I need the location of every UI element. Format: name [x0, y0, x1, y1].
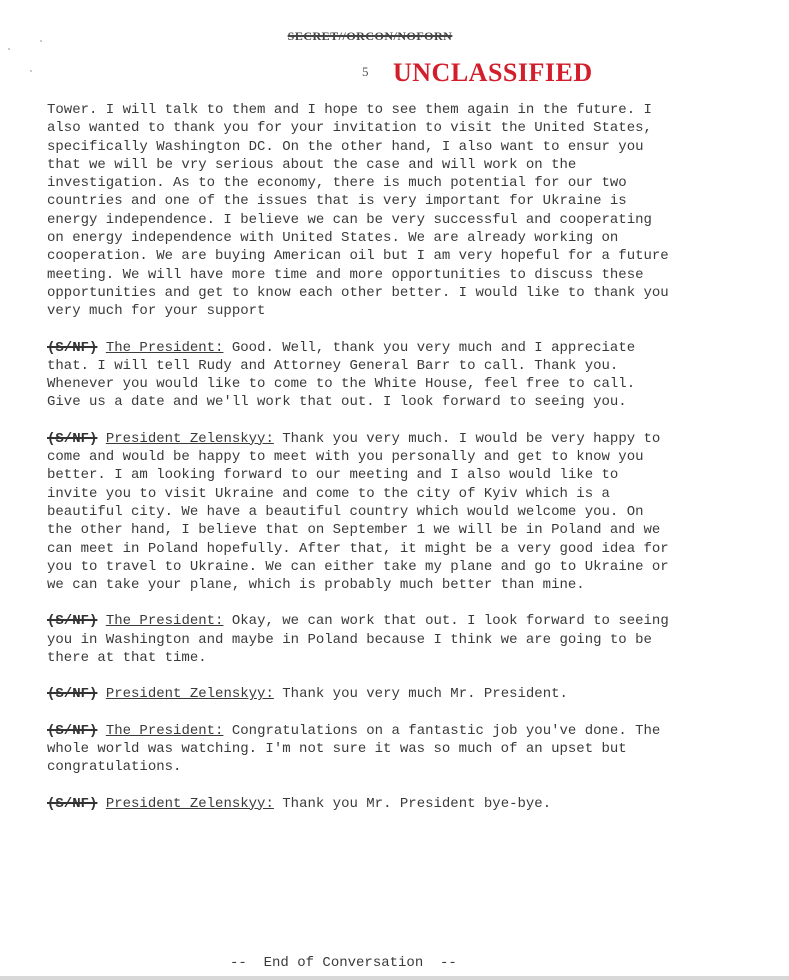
classification-marking: (S/NF)	[47, 339, 98, 356]
paragraph-text: Okay, we can work that out. I look forward to seeing you in Washington and maybe in Poland because I think we are going to be there at that time.	[47, 613, 669, 667]
scan-speck	[30, 70, 32, 72]
transcript-paragraph	[47, 430, 677, 595]
speaker-label: President Zelenskyy:	[105, 686, 274, 703]
classification-marking: (S/NF)	[47, 722, 98, 739]
scan-speck	[40, 40, 42, 42]
speaker-label: The President:	[105, 339, 224, 356]
paragraph-text: Thank you very much. I would be very happy to come and would be happy to meet with you personally and get to know you better. I am looking forward to our meeting and I also would like to invite you to visit Ukraine and come to the city of Kyiv which is a beautiful city. We have a beautiful country which would welcome you. On the other hand, I believe that on September 1 we will be in Poland and we can meet in Poland hopefully. After that, it might be a very good idea for you to travel to Ukraine. We can either take my plane and go to Ukraine or we can take your plane, which is probably much better than mine.	[47, 430, 669, 594]
speaker-label: The President:	[105, 722, 224, 739]
transcript-paragraph	[47, 685, 677, 703]
paragraph-text: Good. Well, thank you very much and I appreciate that. I will tell Rudy and Attorney General Barr to call. Thank you. Whenever you would like to come to the White House, feel free to call. Give us a date and we'll work that out. I look forward to seeing you.	[47, 339, 636, 411]
classification-marking: (S/NF)	[47, 613, 98, 630]
bottom-edge	[0, 976, 789, 980]
classification-marking: (S/NF)	[47, 686, 98, 703]
classification-marking: (S/NF)	[47, 430, 98, 447]
transcript-paragraph	[47, 722, 677, 777]
speaker-label: President Zelenskyy:	[105, 430, 274, 447]
transcript-paragraph	[47, 101, 677, 321]
paragraph-text: Thank you Mr. President bye-bye.	[282, 795, 552, 812]
scan-speck	[8, 48, 10, 50]
speaker-label: The President:	[105, 613, 224, 630]
paragraph-text: Tower. I will talk to them and I hope to see them again in the future. I also wanted to thank you for your invitation to visit the United States, specifically Washington DC. On the other hand, I also want to ensur you that we will be vry serious about the case and will work on the investigation. As to the economy, there is much potential for our two countries and one of the issues that is very important for Ukraine is energy independence. I believe we can be very successful and cooperating on energy independence with United States. We are already working on cooperation. We are buying American oil but I am very hopeful for a future meeting. We will have more time and more opportunities to discuss these opportunities and get to know each other better. I would like to thank you very much for your support	[47, 102, 669, 320]
transcript-paragraph	[47, 612, 677, 667]
struck-classification-header: SECRET//ORCON/NOFORN	[287, 29, 453, 43]
page-number: 5	[362, 64, 369, 79]
paragraph-text: Congratulations on a fantastic job you've done. The whole world was watching. I'm not sure it was so much of an upset but congratulations.	[47, 722, 661, 776]
classification-marking: (S/NF)	[47, 795, 98, 812]
unclassified-stamp: UNCLASSIFIED	[393, 58, 593, 87]
transcript-paragraph	[47, 339, 677, 412]
transcript-body	[47, 101, 677, 831]
transcript-paragraph	[47, 795, 677, 813]
paragraph-text: Thank you very much Mr. President.	[282, 686, 568, 703]
speaker-label: President Zelenskyy:	[105, 795, 274, 812]
end-of-conversation: -- End of Conversation --	[230, 955, 457, 971]
